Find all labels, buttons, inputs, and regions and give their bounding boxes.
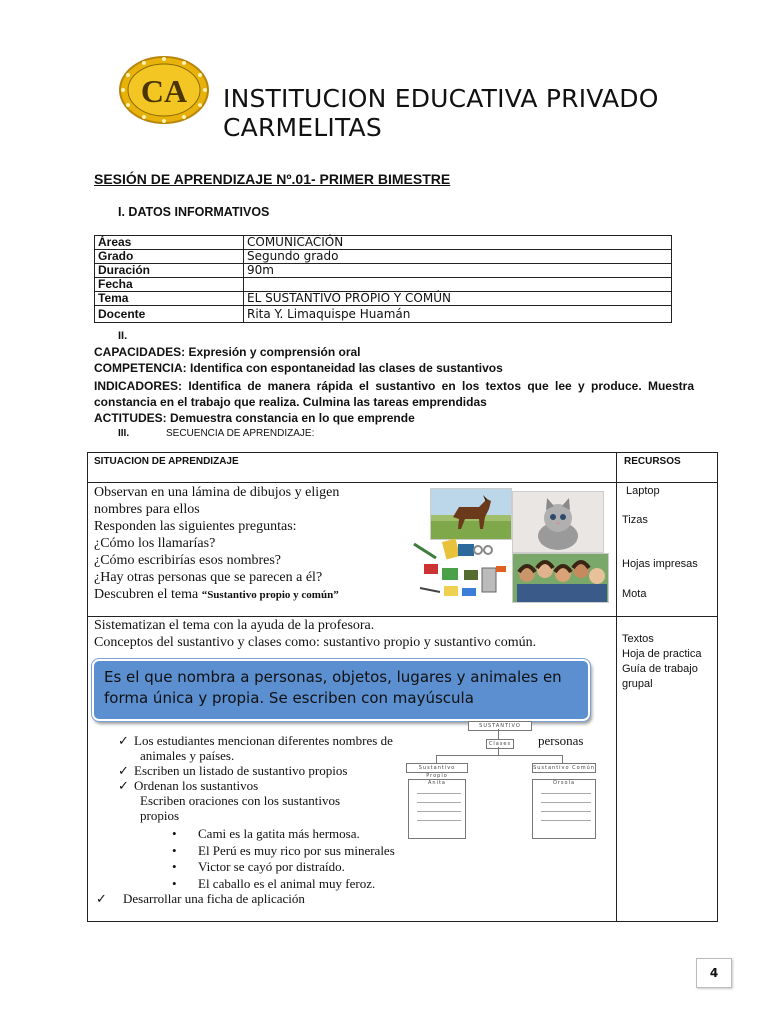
datos-informativos-table bbox=[94, 235, 672, 323]
personas-label: personas bbox=[538, 733, 584, 748]
diagram-root: SUSTANTIVO bbox=[468, 721, 532, 731]
checkmark-icon: ✓ bbox=[118, 763, 129, 778]
column-divider bbox=[616, 452, 617, 922]
horse-image bbox=[430, 488, 512, 540]
competencia-text: Identifica con espontaneidad las clases de sustantivos bbox=[186, 361, 503, 375]
diagram-blank-line bbox=[541, 811, 591, 812]
datos-value bbox=[244, 278, 672, 292]
definition-box bbox=[92, 659, 590, 721]
sentence-text: Cami es la gatita más hermosa. bbox=[198, 826, 360, 841]
list-item: propios bbox=[140, 808, 179, 823]
row1-topic-prefix: Descubren el tema bbox=[94, 587, 202, 602]
resource-item: Textos bbox=[622, 633, 654, 645]
table-row bbox=[95, 278, 672, 292]
row1-line: ¿Cómo escribirías esos nombres? bbox=[94, 553, 282, 568]
diagram-blank-line bbox=[417, 811, 461, 812]
row1-line: ¿Hay otras personas que se parecen a él? bbox=[94, 570, 323, 585]
row1-topic-bold: “Sustantivo propio y común” bbox=[201, 589, 339, 601]
bullet-icon: • bbox=[172, 859, 177, 874]
section-datos-informativos: I. DATOS INFORMATIVOS bbox=[118, 205, 270, 219]
list-item bbox=[172, 876, 395, 893]
check-text: Escriben un listado de sustantivo propios bbox=[134, 763, 348, 778]
table-row bbox=[95, 250, 672, 264]
people-image bbox=[512, 553, 609, 603]
school-logo bbox=[118, 55, 210, 125]
session-title: SESIÓN DE APRENDIZAJE Nº.01- PRIMER BIMESTRE bbox=[94, 171, 451, 187]
resource-item: Tizas bbox=[622, 514, 648, 526]
section-ii: II. bbox=[118, 330, 128, 342]
check-text: Los estudiantes mencionan diferentes nombres de bbox=[134, 733, 393, 748]
datos-key: Duración bbox=[95, 264, 244, 278]
diagram-blank-line bbox=[417, 820, 461, 821]
checkmark-icon: ✓ bbox=[118, 733, 129, 748]
datos-value: COMUNICACIÓN bbox=[244, 236, 672, 250]
table-row bbox=[95, 236, 672, 250]
cat-image bbox=[512, 491, 604, 553]
datos-value: EL SUSTANTIVO PROPIO Y COMÚN bbox=[244, 292, 672, 306]
sentence-text: El caballo es el animal muy feroz. bbox=[198, 875, 376, 891]
row2-intro-line: Sistematizan el tema con la ayuda de la profesora. bbox=[94, 618, 375, 633]
table-row bbox=[95, 306, 672, 323]
diagram-left-sub: Anita bbox=[427, 780, 446, 786]
datos-value: Rita Y. Limaquispe Huamán bbox=[244, 306, 672, 323]
datos-key: Áreas bbox=[95, 236, 244, 250]
sentence-text: El Perú es muy rico por sus minerales bbox=[198, 842, 395, 858]
list-item bbox=[118, 778, 393, 793]
competencia-label: COMPETENCIA: bbox=[94, 361, 187, 375]
resource-item: Mota bbox=[622, 588, 647, 600]
section-iii-title: SECUENCIA DE APRENDIZAJE: bbox=[166, 428, 315, 439]
row1-line bbox=[94, 586, 424, 604]
actitudes-text: Demuestra constancia en lo que emprende bbox=[166, 411, 415, 425]
datos-key: Docente bbox=[95, 306, 244, 323]
diagram-mid: Clases bbox=[486, 739, 514, 749]
institution-title-line1: INSTITUCION EDUCATIVA PRIVADO bbox=[223, 84, 659, 113]
list-item bbox=[172, 843, 395, 860]
list-item bbox=[118, 733, 393, 748]
actitudes-line bbox=[94, 411, 415, 425]
example-sentences bbox=[172, 826, 395, 892]
diagram-connector bbox=[498, 729, 499, 739]
row1-line: ¿Cómo los llamarías? bbox=[94, 536, 216, 551]
row1-situacion-text bbox=[94, 484, 424, 604]
competencia-line bbox=[94, 361, 503, 375]
actitudes-label: ACTITUDES: bbox=[94, 411, 167, 425]
resource-item: grupal bbox=[622, 678, 653, 690]
datos-key: Tema bbox=[95, 292, 244, 306]
checkmark-icon: ✓ bbox=[118, 778, 129, 793]
table-row bbox=[95, 264, 672, 278]
list-item: Escriben oraciones con los sustantivos bbox=[140, 793, 341, 808]
sentence-text: Victor se cayó por distraído. bbox=[198, 859, 345, 874]
datos-key: Grado bbox=[95, 250, 244, 264]
school-supplies-image bbox=[410, 538, 510, 600]
row1-line: nombres para ellos bbox=[94, 502, 200, 517]
diagram-right-box bbox=[532, 779, 596, 839]
checkmark-icon: ✓ bbox=[96, 891, 107, 906]
final-check-item bbox=[96, 891, 305, 906]
resource-item: Laptop bbox=[626, 485, 660, 497]
logo-letters: CA bbox=[140, 73, 188, 109]
final-check-text: Desarrollar una ficha de aplicación bbox=[123, 891, 305, 906]
diagram-blank-line bbox=[541, 820, 591, 821]
definition-text: Es el que nombra a personas, objetos, lugares y animales en forma única y propia. Se escriben con mayúscula bbox=[104, 668, 562, 707]
section-secuencia bbox=[118, 428, 314, 439]
indicadores-line bbox=[94, 378, 694, 410]
datos-value: Segundo grado bbox=[244, 250, 672, 264]
diagram-right: Sustantivo Común bbox=[533, 765, 595, 771]
diagram-connector bbox=[562, 755, 563, 763]
page-number: 4 bbox=[696, 958, 732, 988]
diagram-connector bbox=[436, 755, 437, 763]
capacidades-text: Expresión y comprensión oral bbox=[185, 345, 361, 359]
list-item bbox=[118, 763, 393, 778]
list-item: animales y países. bbox=[140, 748, 235, 763]
bullet-icon: • bbox=[172, 842, 177, 858]
diagram-blank-line bbox=[417, 793, 461, 794]
bullet-icon: • bbox=[172, 826, 177, 841]
table-row bbox=[95, 292, 672, 306]
institution-title bbox=[223, 84, 659, 142]
check-text: Ordenan los sustantivos bbox=[134, 778, 259, 793]
diagram-right-sub: Orsola bbox=[552, 780, 576, 786]
institution-title-line2: CARMELITAS bbox=[223, 113, 382, 142]
diagram-connector bbox=[498, 747, 499, 755]
datos-key: Fecha bbox=[95, 278, 244, 292]
checklist bbox=[118, 733, 393, 823]
resource-item: Guía de trabajo bbox=[622, 663, 698, 675]
row2-resources bbox=[622, 632, 702, 692]
bullet-icon: • bbox=[172, 875, 177, 891]
resource-item: Hojas impresas bbox=[622, 558, 698, 570]
diagram-connector bbox=[436, 755, 562, 756]
row2-intro bbox=[94, 617, 536, 651]
resource-item: Hoja de practica bbox=[622, 648, 702, 660]
indicadores-label: INDICADORES: bbox=[94, 379, 183, 393]
datos-value: 90m bbox=[244, 264, 672, 278]
diagram-blank-line bbox=[541, 802, 591, 803]
row2-intro-line: Conceptos del sustantivo y clases como: sustantivo propio y sustantivo común. bbox=[94, 635, 537, 650]
list-item bbox=[172, 826, 395, 843]
list-item bbox=[172, 859, 395, 876]
row1-line: Observan en una lámina de dibujos y eligen bbox=[94, 485, 340, 500]
diagram-blank-line bbox=[417, 802, 461, 803]
capacidades-line bbox=[94, 345, 361, 359]
diagram-left: Sustantivo Propio bbox=[406, 763, 468, 773]
section-iii-num: III. bbox=[118, 428, 130, 439]
indicadores-text: Identifica de manera rápida el sustantivo en los textos que lee y produce. Muestra constancia en el trabajo que realiza. Culmina las tareas emprendidas bbox=[94, 379, 694, 409]
row1-line: Responden las siguientes preguntas: bbox=[94, 519, 297, 534]
row-divider bbox=[87, 482, 718, 483]
diagram-left-box bbox=[408, 779, 466, 839]
diagram-blank-line bbox=[541, 793, 591, 794]
header-recursos: RECURSOS bbox=[624, 456, 681, 467]
header-situacion: SITUACION DE APRENDIZAJE bbox=[94, 456, 239, 467]
capacidades-label: CAPACIDADES: bbox=[94, 345, 186, 359]
